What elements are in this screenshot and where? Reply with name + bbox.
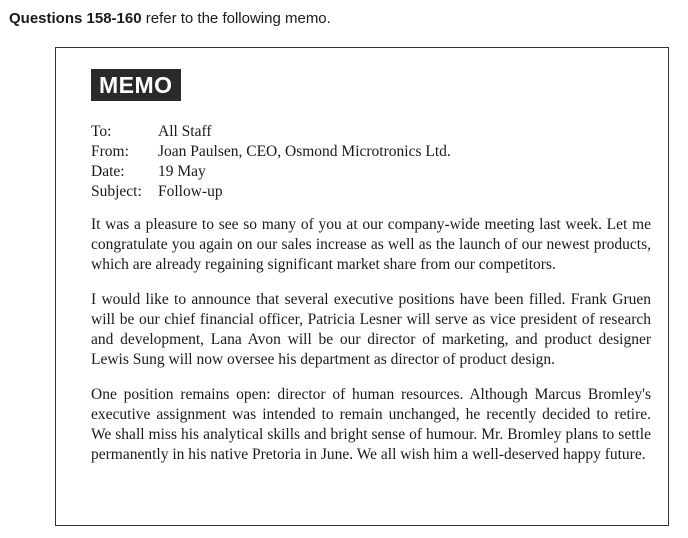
question-instructions — [9, 10, 331, 27]
memo-header — [91, 122, 451, 202]
memo-header-date — [91, 162, 451, 182]
memo-paragraph: One position remains open: director of human resources. Although Marcus Bromley's executive assignment was intended to remain unchanged, he recently decided to retire. We shall miss his analytical skills and bright sense of humour. Mr. Bromley plans to settle permanently in his native Pretoria in June. We all wish him a well-deserved happy future. — [91, 386, 651, 463]
memo-header-from — [91, 142, 451, 162]
question-range: Questions 158-160 — [9, 10, 142, 27]
from-label: From: — [91, 143, 129, 160]
from-value: Joan Paulsen, CEO, Osmond Microtronics Ltd. — [158, 143, 451, 160]
to-label: To: — [91, 123, 112, 140]
date-value: 19 May — [158, 163, 206, 180]
memo-paragraph: It was a pleasure to see so many of you at our company-wide meeting last week. Let me congratulate you again on our sales increase as well as the launch of our newest products, which are already regaining significant market share from our competitors. — [91, 216, 651, 273]
memo-box — [55, 47, 669, 526]
memo-paragraph: I would like to announce that several executive positions have been filled. Frank Gruen will be our chief financial officer, Patricia Lesner will serve as vice president of research and development, Lana Avon will be our director of marketing, and product designer Lewis Sung will now oversee his department as director of product design. — [91, 291, 651, 368]
subject-value: Follow-up — [158, 183, 223, 200]
instructions-text: refer to the following memo. — [145, 10, 331, 27]
memo-header-to — [91, 122, 451, 142]
subject-label: Subject: — [91, 183, 142, 200]
memo-body — [91, 215, 651, 480]
memo-badge: MEMO — [91, 69, 181, 101]
memo-header-subject — [91, 182, 451, 202]
to-value: All Staff — [158, 123, 212, 140]
date-label: Date: — [91, 163, 125, 180]
